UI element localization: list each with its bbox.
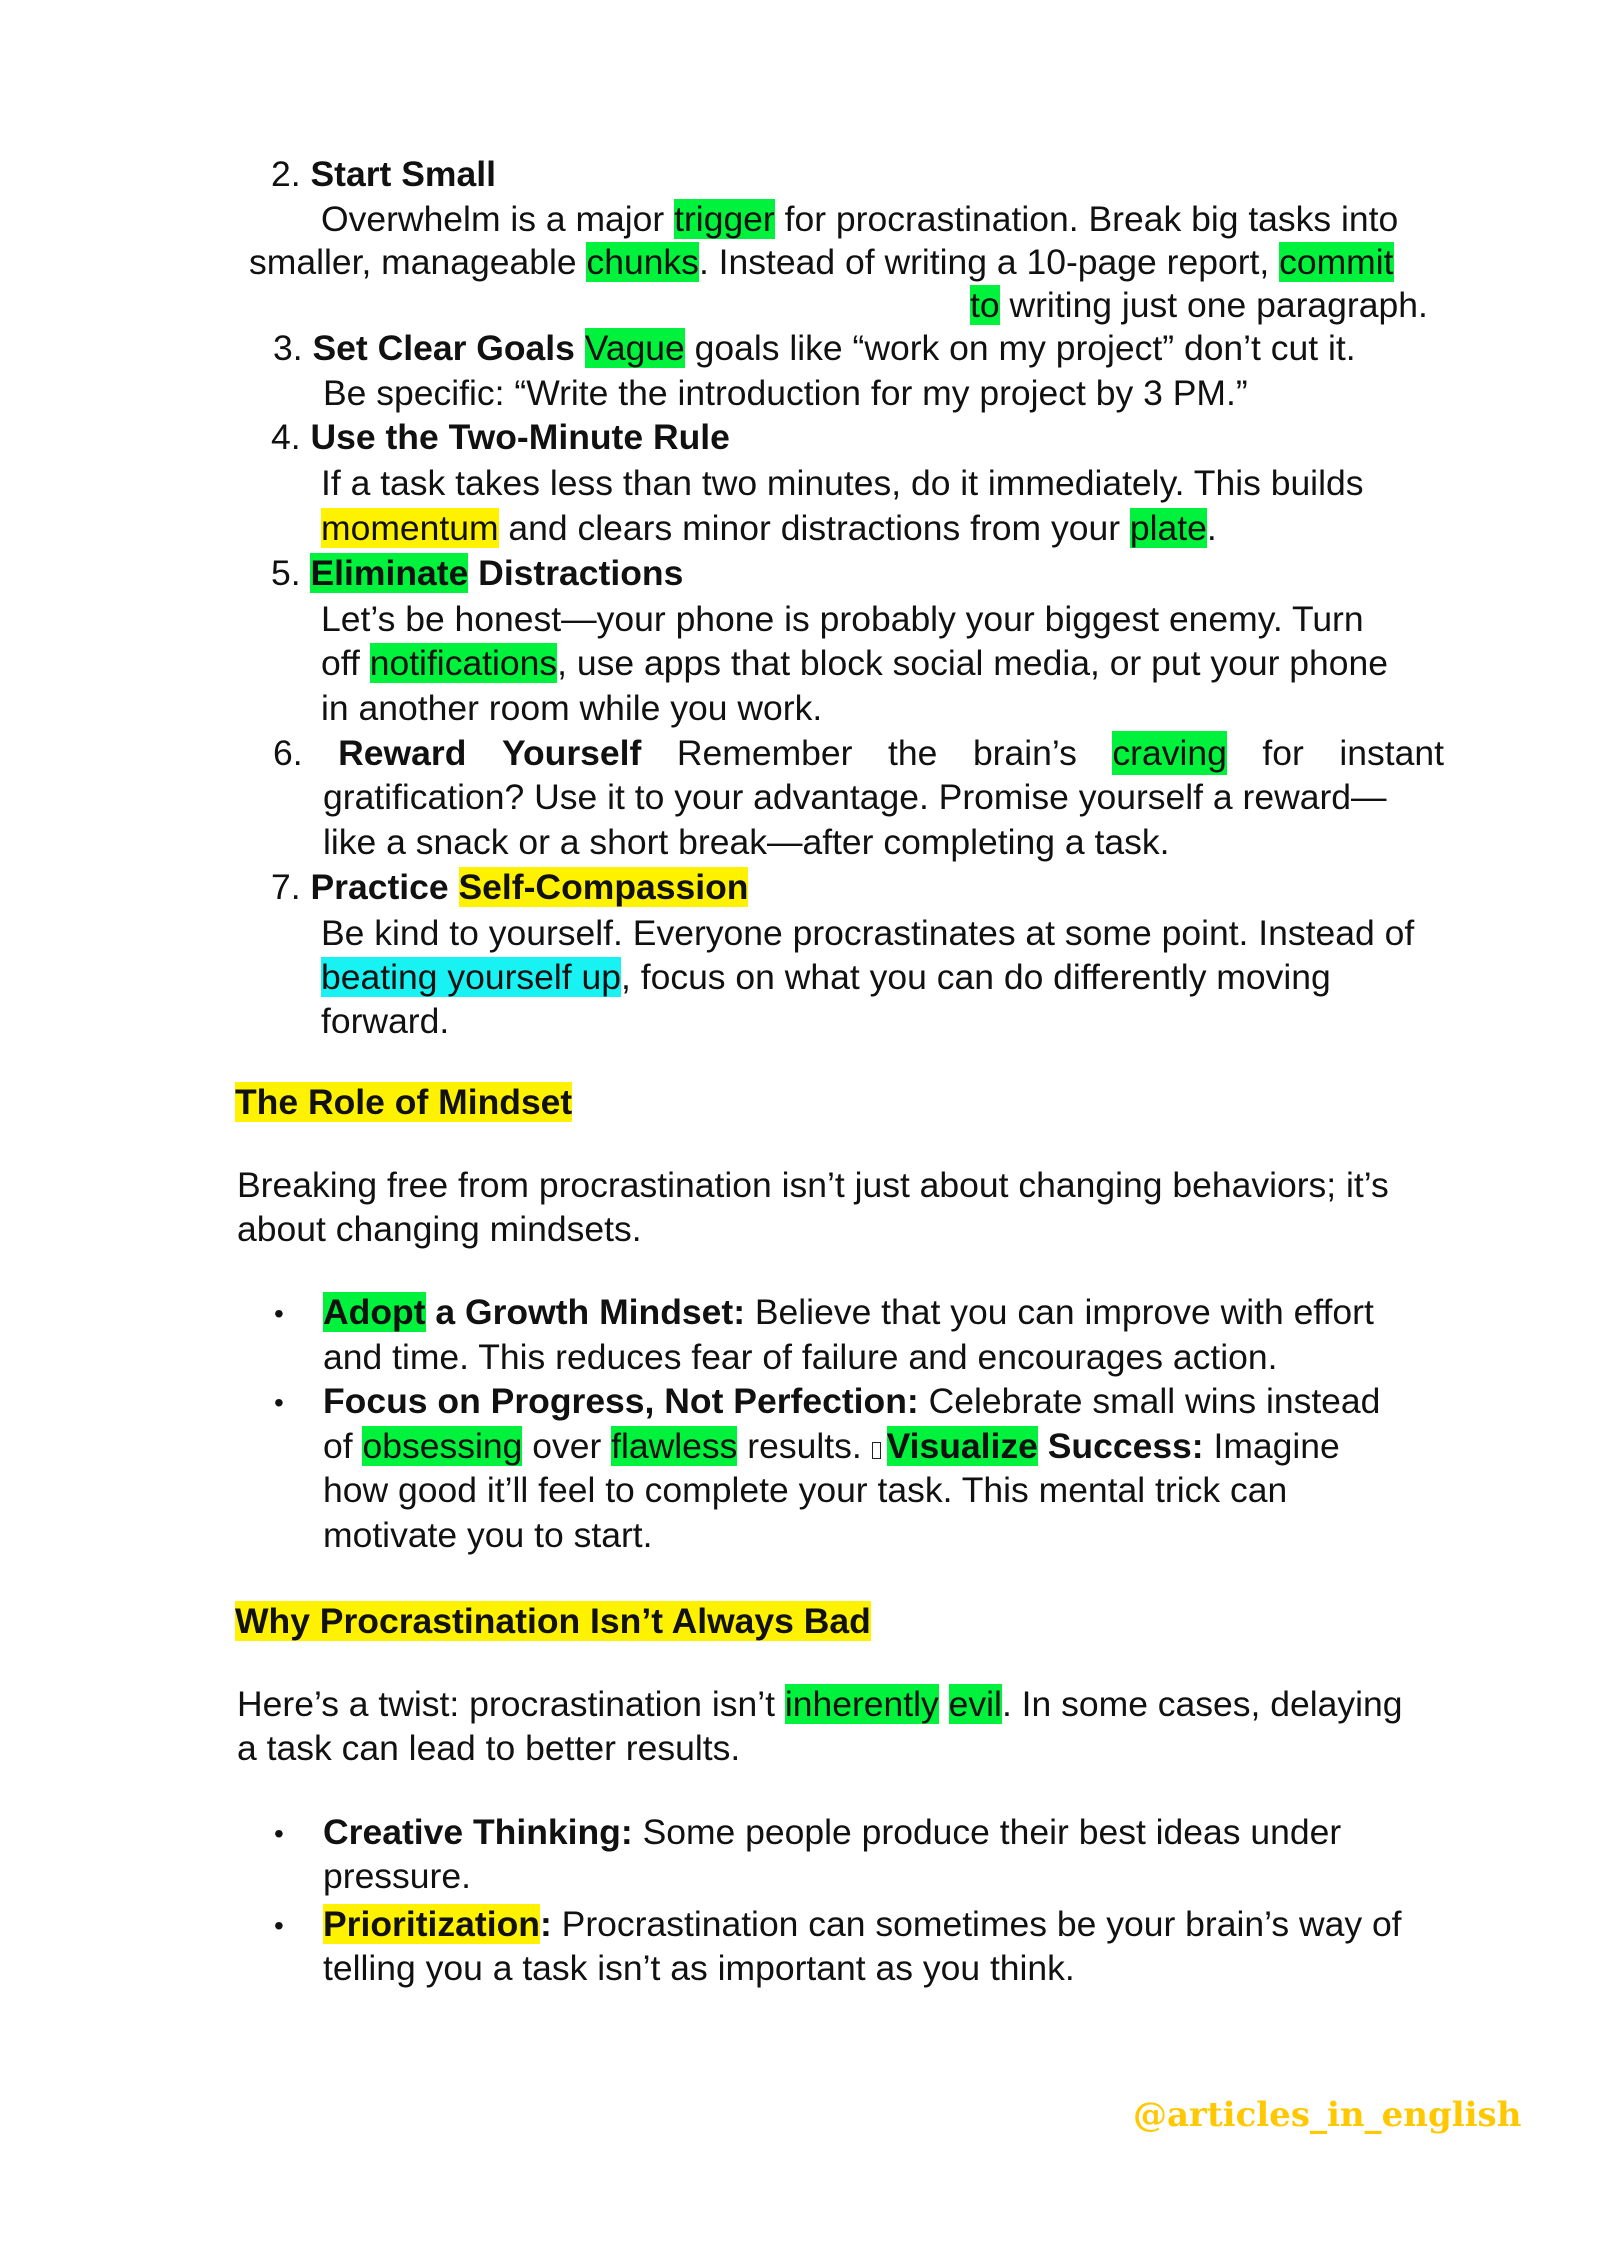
text: goals like “work on my project” don’t cut it.	[684, 328, 1356, 368]
item-3-line-2: Be specific: “Write the introduction for my project by 3 PM.”	[323, 373, 1248, 413]
text: Procrastination can sometimes be your brain’s way of	[551, 1904, 1402, 1944]
text: Some people produce their best ideas under	[632, 1812, 1342, 1852]
bullet: •	[274, 1818, 284, 1849]
heading-text: The Role of Mindset	[235, 1082, 573, 1122]
bold-text: :	[539, 1904, 552, 1944]
text: Here’s a twist: procrastination isn’t	[237, 1684, 785, 1724]
item-6-line-2: gratification? Use it to your advantage. Promise yourself a reward—	[323, 777, 1387, 817]
highlight: craving	[1112, 733, 1227, 773]
bullet: •	[274, 1910, 284, 1941]
bullet: •	[274, 1387, 284, 1418]
item-2-line-1	[321, 197, 1398, 241]
item-4-line-1: If a task takes less than two minutes, do it immediately. This builds	[321, 463, 1364, 503]
item-5-title	[271, 551, 683, 595]
text: off	[321, 643, 370, 683]
item-7-line-1: Be kind to yourself. Everyone procrastinates at some point. Instead of	[321, 913, 1415, 953]
item-number: 3.	[273, 328, 303, 368]
item-6-line-1	[273, 731, 1444, 775]
item-5-line-3: in another room while you work.	[321, 688, 823, 728]
text: results.	[737, 1426, 872, 1466]
item-7-line-2	[321, 955, 1331, 999]
item-title: Start Small	[310, 154, 496, 194]
item-number: 4.	[271, 417, 301, 457]
text: the	[888, 733, 938, 773]
text: brain’s	[972, 733, 1077, 773]
bold-text: Focus on Progress, Not Perfection:	[323, 1381, 919, 1421]
item-number: 7.	[271, 867, 301, 907]
item-title: Use the Two-Minute Rule	[310, 417, 730, 457]
highlight: Eliminate	[310, 553, 469, 593]
section-heading-why	[235, 1599, 871, 1643]
why-paragraph-line-1	[237, 1682, 1403, 1726]
highlight: momentum	[321, 508, 499, 548]
item-title: Practice	[310, 867, 459, 907]
section-heading-mindset	[235, 1080, 572, 1124]
highlight: notifications	[369, 643, 558, 683]
bold-text: Success:	[1037, 1426, 1204, 1466]
item-number: 5.	[271, 553, 301, 593]
item-6-line-3: like a snack or a short break—after completing a task.	[323, 822, 1170, 862]
text: Imagine	[1203, 1426, 1340, 1466]
item-2-line-3	[970, 283, 1428, 327]
item-7-title	[271, 865, 748, 909]
mindset-paragraph-line-1: Breaking free from procrastination isn’t just about changing behaviors; it’s	[237, 1165, 1389, 1205]
highlight: chunks	[586, 242, 699, 282]
mindset-bullet-2-line-3: how good it’ll feel to complete your task. This mental trick can	[323, 1470, 1288, 1510]
highlight: Adopt	[323, 1292, 426, 1332]
highlight: evil	[948, 1684, 1002, 1724]
watermark: @articles_in_english	[1133, 2095, 1522, 2135]
item-3-line-1	[273, 326, 1356, 370]
text: Celebrate small wins instead	[918, 1381, 1381, 1421]
text: over	[522, 1426, 612, 1466]
item-title: Reward	[338, 733, 467, 773]
item-5-line-1: Let’s be honest—your phone is probably your biggest enemy. Turn	[321, 599, 1364, 639]
item-5-line-2	[321, 641, 1388, 685]
text: smaller, manageable	[249, 242, 587, 282]
text: , use apps that block social media, or put your phone	[557, 643, 1388, 683]
item-2-line-2	[249, 240, 1394, 284]
item-4-title	[271, 415, 730, 459]
text: for	[1262, 733, 1304, 773]
text: , focus on what you can do differently moving	[620, 957, 1331, 997]
mindset-bullet-1-line-2: and time. This reduces fear of failure and encourages action.	[323, 1337, 1278, 1377]
highlight: plate	[1129, 508, 1207, 548]
highlight: Vague	[584, 328, 685, 368]
mindset-paragraph-line-2: about changing mindsets.	[237, 1209, 642, 1249]
item-title: Yourself	[501, 733, 642, 773]
text: Remember	[676, 733, 853, 773]
why-bullet-2-line-2: telling you a task isn’t as important as you think.	[323, 1948, 1075, 1988]
item-number: 2.	[271, 154, 301, 194]
highlight: to	[970, 285, 1000, 325]
item-7-line-3: forward.	[321, 1001, 450, 1041]
bold-text: a Growth Mindset:	[425, 1292, 746, 1332]
why-bullet-1-line-1	[323, 1810, 1341, 1854]
mindset-bullet-2-line-1	[323, 1379, 1380, 1423]
heading-text: Why Procrastination Isn’t Always Bad	[235, 1601, 871, 1641]
highlight: inherently	[784, 1684, 939, 1724]
highlight: beating yourself up	[321, 957, 621, 997]
text: writing just one paragraph.	[999, 285, 1428, 325]
why-bullet-1-line-2: pressure.	[323, 1856, 471, 1896]
text: Overwhelm is a major	[321, 199, 675, 239]
item-2-title	[271, 152, 496, 196]
bullet: •	[274, 1298, 284, 1329]
highlight: Self-Compassion	[458, 867, 749, 907]
mindset-bullet-2-line-4: motivate you to start.	[323, 1515, 653, 1555]
missing-glyph-icon	[872, 1442, 881, 1459]
text: . Instead of writing a 10-page report,	[698, 242, 1280, 282]
item-title: Set Clear Goals	[312, 328, 575, 368]
why-paragraph-line-2: a task can lead to better results.	[237, 1728, 741, 1768]
highlight: obsessing	[362, 1426, 523, 1466]
highlight: commit	[1279, 242, 1394, 282]
text: for procrastination. Break big tasks into	[774, 199, 1399, 239]
text: . In some cases, delaying	[1001, 1684, 1403, 1724]
text: .	[1206, 508, 1217, 548]
highlight: Prioritization	[323, 1904, 540, 1944]
highlight: flawless	[611, 1426, 738, 1466]
highlight: trigger	[674, 199, 775, 239]
text: of	[323, 1426, 363, 1466]
text: Believe that you can improve with effort	[745, 1292, 1374, 1332]
mindset-bullet-1-line-1	[323, 1290, 1374, 1334]
bold-text: Creative Thinking:	[323, 1812, 633, 1852]
text: and clears minor distractions from your	[498, 508, 1130, 548]
why-bullet-2-line-1	[323, 1902, 1402, 1946]
item-number: 6.	[273, 733, 303, 773]
mindset-bullet-2-line-2	[323, 1424, 1340, 1468]
item-title: Distractions	[468, 553, 684, 593]
text: instant	[1339, 733, 1444, 773]
item-4-line-2	[321, 506, 1217, 550]
highlight: Visualize	[886, 1426, 1038, 1466]
